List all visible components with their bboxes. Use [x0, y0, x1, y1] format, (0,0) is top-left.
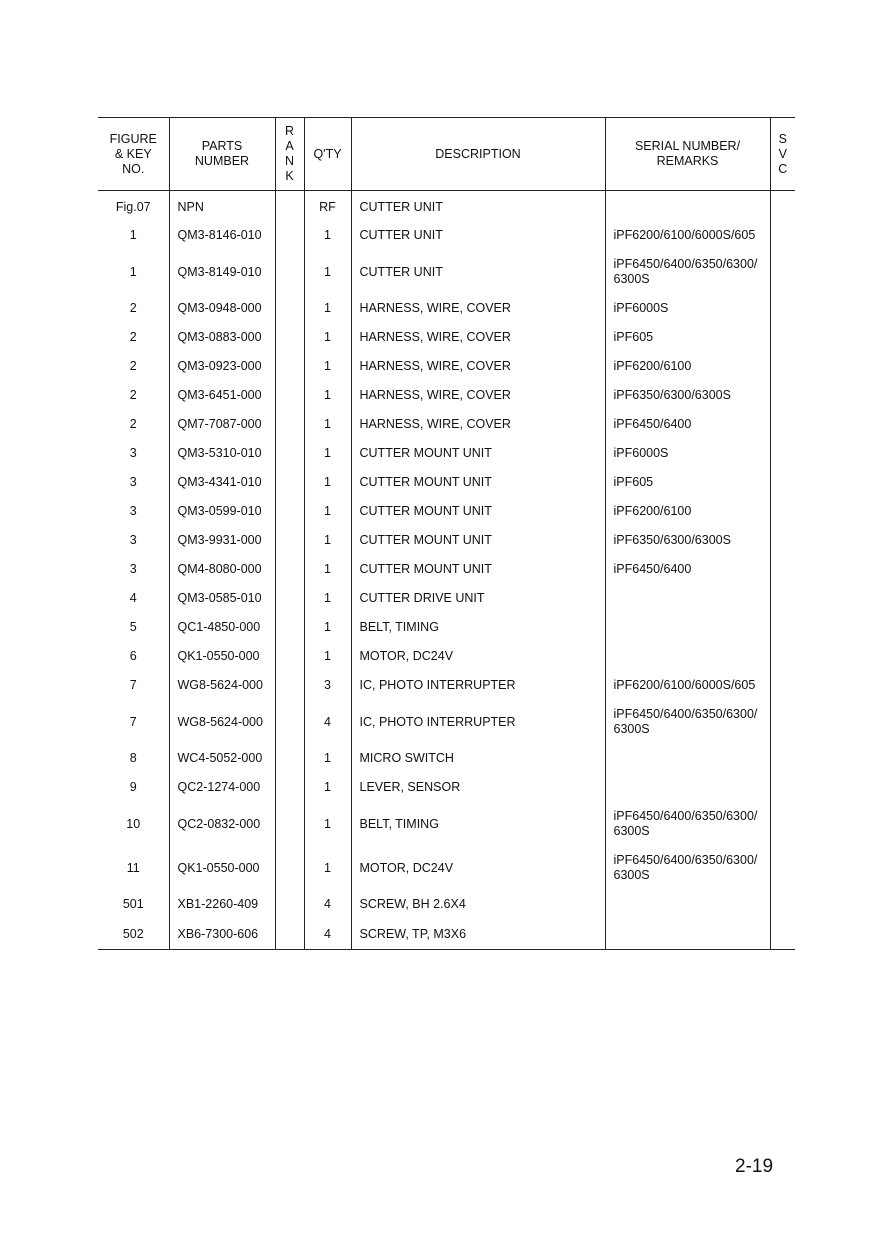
cell-serial-remarks: iPF6200/6100/6000S/605 [605, 671, 770, 700]
cell-serial-remarks [605, 744, 770, 773]
header-text: DESCRIPTION [435, 146, 521, 161]
header-svc [770, 118, 795, 191]
cell-rank [275, 221, 304, 250]
header-text: R [284, 124, 295, 138]
cell-parts-number: QK1-0550-000 [169, 846, 275, 890]
cell-svc [770, 642, 795, 671]
cell-figure-key-no: 1 [129, 228, 137, 242]
cell-description: CUTTER UNIT [351, 250, 605, 294]
table-row [98, 468, 795, 497]
header-rank [275, 118, 304, 191]
cell-serial-remarks [605, 890, 770, 919]
cell-description: CUTTER MOUNT UNIT [351, 468, 605, 497]
table-row [98, 323, 795, 352]
cell-serial-remarks: iPF6450/6400 [605, 555, 770, 584]
cell-rank [275, 584, 304, 613]
header-text: N [284, 154, 295, 168]
cell-parts-number: QM3-0585-010 [169, 584, 275, 613]
cell-rank [275, 802, 304, 846]
cell-serial-remarks: iPF605 [605, 323, 770, 352]
cell-svc [770, 221, 795, 250]
cell-rank [275, 439, 304, 468]
cell-figure-key-no: Fig.07 [115, 199, 151, 214]
cell-description: MICRO SWITCH [351, 744, 605, 773]
cell-parts-number: QM3-4341-010 [169, 468, 275, 497]
header-figure-key-no [98, 118, 169, 191]
header-text: V [778, 146, 787, 161]
cell-figure-key-no: 9 [129, 780, 137, 794]
cell-serial-remarks [605, 773, 770, 802]
cell-description: LEVER, SENSOR [351, 773, 605, 802]
cell-figure-key-no: 3 [129, 475, 137, 489]
table-row [98, 381, 795, 410]
cell-parts-number: WG8-5624-000 [169, 671, 275, 700]
table-row [98, 773, 795, 802]
cell-description: HARNESS, WIRE, COVER [351, 410, 605, 439]
cell-description: HARNESS, WIRE, COVER [351, 352, 605, 381]
cell-parts-number: QM3-6451-000 [169, 381, 275, 410]
cell-serial-remarks: iPF6200/6100 [605, 497, 770, 526]
cell-parts-number: QK1-0550-000 [169, 642, 275, 671]
cell-rank [275, 919, 304, 950]
cell-svc [770, 497, 795, 526]
table-row [98, 846, 795, 890]
cell-rank [275, 700, 304, 744]
cell-qty: RF [304, 191, 351, 222]
header-text: C [778, 161, 788, 176]
cell-rank [275, 191, 304, 222]
header-parts-number [169, 118, 275, 191]
cell-description: BELT, TIMING [351, 613, 605, 642]
cell-rank [275, 613, 304, 642]
header-text: Q'TY [313, 146, 342, 161]
cell-svc [770, 191, 795, 222]
cell-description: BELT, TIMING [351, 802, 605, 846]
cell-serial-remarks: iPF6000S [605, 439, 770, 468]
cell-parts-number: QM3-0948-000 [169, 294, 275, 323]
cell-qty: 1 [304, 468, 351, 497]
cell-parts-number: QM4-8080-000 [169, 555, 275, 584]
cell-parts-number: XB1-2260-409 [169, 890, 275, 919]
cell-description: CUTTER MOUNT UNIT [351, 439, 605, 468]
table-row [98, 497, 795, 526]
parts-list-table [98, 117, 795, 950]
table-row [98, 221, 795, 250]
cell-svc [770, 744, 795, 773]
cell-qty: 4 [304, 890, 351, 919]
header-text: REMARKS [656, 154, 719, 168]
cell-serial-remarks: iPF6350/6300/6300S [605, 526, 770, 555]
cell-figure-key-no: 5 [129, 620, 137, 634]
cell-description: CUTTER MOUNT UNIT [351, 497, 605, 526]
table-row [98, 526, 795, 555]
cell-description: CUTTER UNIT [351, 191, 605, 222]
cell-parts-number: WC4-5052-000 [169, 744, 275, 773]
page-number: 2-19 [735, 1156, 774, 1177]
cell-qty: 1 [304, 352, 351, 381]
cell-serial-remarks [605, 613, 770, 642]
cell-figure-key-no: 11 [126, 860, 140, 875]
cell-serial-remarks: iPF6450/6400/6350/6300/ 6300S [605, 250, 770, 294]
cell-serial-remarks: iPF6000S [605, 294, 770, 323]
cell-svc [770, 584, 795, 613]
table-row [98, 352, 795, 381]
table-row [98, 642, 795, 671]
cell-serial-remarks: iPF6200/6100 [605, 352, 770, 381]
cell-qty: 1 [304, 642, 351, 671]
cell-serial-remarks [605, 584, 770, 613]
cell-qty: 1 [304, 773, 351, 802]
cell-svc [770, 919, 795, 950]
cell-svc [770, 802, 795, 846]
cell-parts-number: XB6-7300-606 [169, 919, 275, 950]
table-row [98, 744, 795, 773]
cell-description: SCREW, TP, M3X6 [351, 919, 605, 950]
cell-serial-remarks [605, 642, 770, 671]
cell-serial-remarks: iPF6200/6100/6000S/605 [605, 221, 770, 250]
header-text: NUMBER [194, 154, 250, 168]
cell-figure-key-no: 2 [129, 388, 137, 402]
cell-parts-number: QM7-7087-000 [169, 410, 275, 439]
cell-description: SCREW, BH 2.6X4 [351, 890, 605, 919]
cell-svc [770, 890, 795, 919]
cell-parts-number: QC1-4850-000 [169, 613, 275, 642]
table-row [98, 555, 795, 584]
cell-qty: 1 [304, 381, 351, 410]
cell-rank [275, 352, 304, 381]
cell-svc [770, 439, 795, 468]
cell-figure-key-no: 501 [122, 897, 144, 911]
cell-figure-key-no: 2 [129, 359, 137, 373]
header-text: K [285, 169, 294, 183]
cell-figure-key-no: 2 [129, 301, 137, 315]
cell-serial-remarks [605, 919, 770, 950]
cell-description: MOTOR, DC24V [351, 642, 605, 671]
header-text: S [778, 131, 787, 146]
cell-figure-key-no: 3 [129, 562, 137, 576]
cell-description: MOTOR, DC24V [351, 846, 605, 890]
cell-qty: 1 [304, 584, 351, 613]
table-row [98, 439, 795, 468]
cell-qty: 1 [304, 555, 351, 584]
cell-figure-key-no: 3 [129, 446, 137, 460]
cell-qty: 1 [304, 613, 351, 642]
cell-rank [275, 846, 304, 890]
cell-figure-key-no: 8 [129, 751, 137, 765]
header-text: SERIAL NUMBER/ [634, 139, 741, 153]
header-row [98, 118, 795, 191]
cell-qty: 1 [304, 497, 351, 526]
cell-figure-key-no: 3 [129, 533, 137, 547]
cell-svc [770, 773, 795, 802]
cell-parts-number: QM3-0599-010 [169, 497, 275, 526]
header-text: FIGURE [109, 131, 157, 146]
cell-svc [770, 526, 795, 555]
cell-qty: 1 [304, 802, 351, 846]
cell-rank [275, 671, 304, 700]
cell-serial-remarks [605, 191, 770, 222]
cell-parts-number: NPN [169, 191, 275, 222]
cell-description: CUTTER MOUNT UNIT [351, 555, 605, 584]
cell-figure-key-no: 2 [129, 417, 137, 431]
cell-parts-number: QC2-1274-000 [169, 773, 275, 802]
cell-svc [770, 323, 795, 352]
cell-rank [275, 526, 304, 555]
cell-parts-number: QC2-0832-000 [169, 802, 275, 846]
cell-qty: 4 [304, 700, 351, 744]
cell-description: CUTTER MOUNT UNIT [351, 526, 605, 555]
header-text: NO. [122, 161, 145, 176]
cell-figure-key-no: 502 [98, 919, 169, 950]
cell-svc [770, 555, 795, 584]
table-row [98, 191, 795, 222]
cell-parts-number: QM3-0883-000 [169, 323, 275, 352]
header-text: & KEY [114, 146, 152, 161]
cell-qty: 1 [304, 294, 351, 323]
cell-description: HARNESS, WIRE, COVER [351, 323, 605, 352]
cell-parts-number: QM3-8146-010 [169, 221, 275, 250]
cell-description: HARNESS, WIRE, COVER [351, 381, 605, 410]
cell-serial-remarks: iPF6450/6400/6350/6300/ 6300S [605, 700, 770, 744]
cell-figure-key-no: 6 [129, 649, 137, 663]
cell-rank [275, 294, 304, 323]
cell-parts-number: QM3-9931-000 [169, 526, 275, 555]
table-row [98, 584, 795, 613]
cell-rank [275, 744, 304, 773]
cell-description: HARNESS, WIRE, COVER [351, 294, 605, 323]
cell-figure-key-no: 7 [129, 678, 137, 692]
cell-svc [770, 613, 795, 642]
cell-svc [770, 671, 795, 700]
table-row [98, 410, 795, 439]
cell-qty: 1 [304, 846, 351, 890]
cell-rank [275, 250, 304, 294]
header-qty [304, 118, 351, 191]
table-row [98, 250, 795, 294]
cell-figure-key-no: 7 [129, 714, 137, 729]
cell-qty: 1 [304, 439, 351, 468]
cell-rank [275, 773, 304, 802]
cell-rank [275, 642, 304, 671]
cell-qty: 1 [304, 250, 351, 294]
cell-svc [770, 846, 795, 890]
table-row [98, 802, 795, 846]
cell-svc [770, 700, 795, 744]
cell-description: CUTTER DRIVE UNIT [351, 584, 605, 613]
cell-svc [770, 250, 795, 294]
cell-qty: 1 [304, 410, 351, 439]
cell-figure-key-no: 3 [129, 504, 137, 518]
cell-figure-key-no: 4 [129, 591, 137, 605]
cell-rank [275, 497, 304, 526]
table-row [98, 890, 795, 919]
header-serial-remarks [605, 118, 770, 191]
cell-rank [275, 410, 304, 439]
cell-qty: 1 [304, 744, 351, 773]
cell-svc [770, 381, 795, 410]
cell-serial-remarks: iPF605 [605, 468, 770, 497]
cell-qty: 3 [304, 671, 351, 700]
cell-rank [275, 555, 304, 584]
cell-qty: 1 [304, 323, 351, 352]
cell-figure-key-no: 1 [129, 264, 137, 279]
cell-svc [770, 468, 795, 497]
table-row [98, 700, 795, 744]
cell-svc [770, 294, 795, 323]
header-text: PARTS [201, 139, 243, 153]
cell-serial-remarks: iPF6350/6300/6300S [605, 381, 770, 410]
cell-qty: 1 [304, 526, 351, 555]
header-text: A [285, 139, 294, 153]
cell-figure-key-no: 10 [126, 816, 141, 831]
cell-rank [275, 890, 304, 919]
cell-serial-remarks: iPF6450/6400 [605, 410, 770, 439]
cell-rank [275, 381, 304, 410]
cell-svc [770, 352, 795, 381]
header-description [351, 118, 605, 191]
cell-rank [275, 468, 304, 497]
table-row [98, 919, 795, 950]
cell-description: IC, PHOTO INTERRUPTER [351, 671, 605, 700]
cell-parts-number: QM3-0923-000 [169, 352, 275, 381]
cell-parts-number: WG8-5624-000 [169, 700, 275, 744]
cell-parts-number: QM3-8149-010 [169, 250, 275, 294]
cell-qty: 4 [304, 919, 351, 950]
cell-svc [770, 410, 795, 439]
cell-description: IC, PHOTO INTERRUPTER [351, 700, 605, 744]
cell-figure-key-no: 2 [129, 330, 137, 344]
cell-rank [275, 323, 304, 352]
table-row [98, 671, 795, 700]
parts-table-body [98, 191, 795, 950]
cell-qty: 1 [304, 221, 351, 250]
cell-parts-number: QM3-5310-010 [169, 439, 275, 468]
cell-serial-remarks: iPF6450/6400/6350/6300/ 6300S [605, 846, 770, 890]
table-row [98, 613, 795, 642]
cell-serial-remarks: iPF6450/6400/6350/6300/ 6300S [605, 802, 770, 846]
cell-description: CUTTER UNIT [351, 221, 605, 250]
table-row [98, 294, 795, 323]
